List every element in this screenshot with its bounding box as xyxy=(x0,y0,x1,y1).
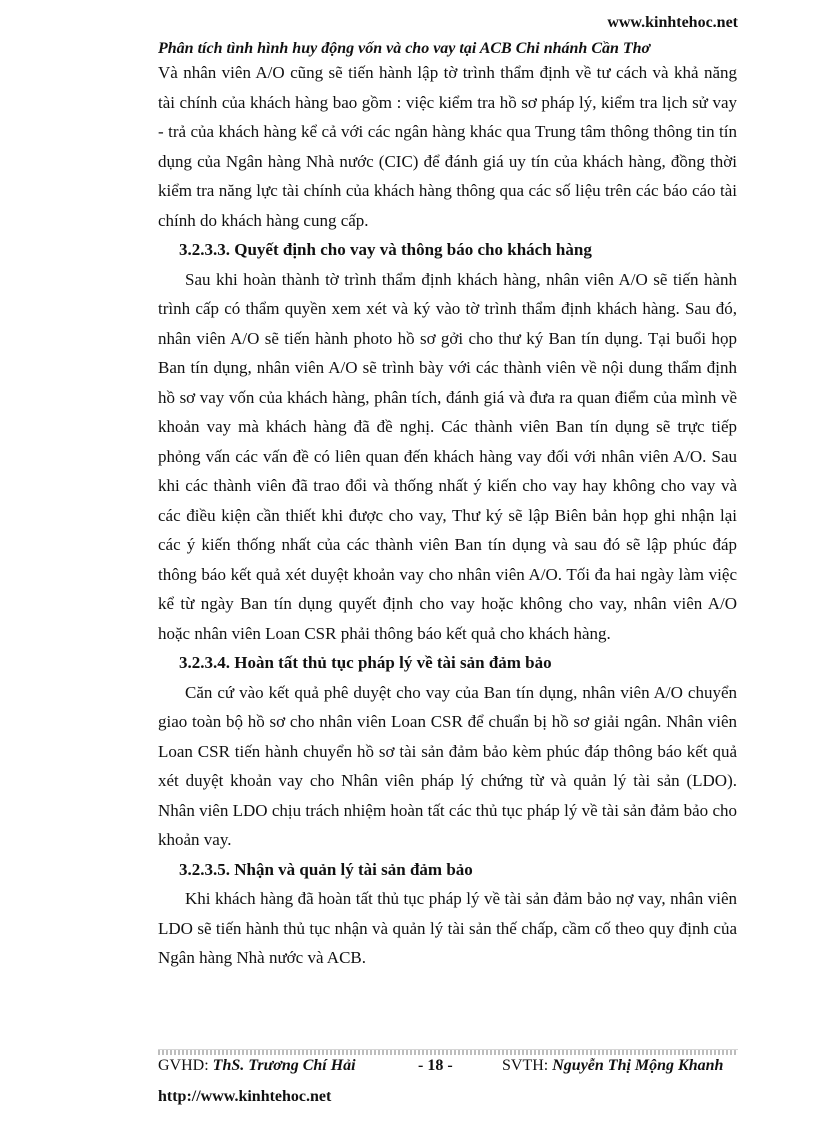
supervisor-label: GVHD: xyxy=(158,1057,213,1074)
footer-site-link[interactable]: http://www.kinhtehoc.net xyxy=(158,1088,332,1105)
section-paragraph: Căn cứ vào kết quả phê duyệt cho vay của Ban tín dụng, nhân viên A/O chuyển giao toàn bộ hồ sơ cho nhân viên Loan CSR để chuẩn bị hồ sơ giải ngân. Nhân viên Loan CSR tiến hành chuyển hồ sơ tài sản đảm bảo kèm phúc đáp thông báo kết quả xét duyệt khoản vay cho Nhân viên pháp lý chứng từ và quản lý tài sản (LDO). Nhân viên LDO chịu trách nhiệm hoàn tất các thủ tục pháp lý về tài sản đảm bảo cho khoản vay. xyxy=(158,682,737,849)
page-body xyxy=(158,58,737,973)
section-heading: 3.2.3.4. Hoàn tất thủ tục pháp lý về tài sản đảm bảo xyxy=(179,653,552,672)
section-heading: 3.2.3.3. Quyết định cho vay và thông báo cho khách hàng xyxy=(179,240,592,259)
page-number: - 18 - xyxy=(418,1057,453,1074)
footer-supervisor xyxy=(158,1057,356,1075)
running-title: Phân tích tình hình huy động vốn và cho vay tại ACB Chi nhánh Cần Thơ xyxy=(158,40,651,57)
student-label: SVTH: xyxy=(502,1057,553,1074)
section-heading: 3.2.3.5. Nhận và quản lý tài sản đảm bảo xyxy=(179,859,473,879)
student-name: Nguyễn Thị Mộng Khanh xyxy=(552,1057,724,1074)
supervisor-name: ThS. Trương Chí Hải xyxy=(212,1057,356,1074)
footer-student xyxy=(502,1057,723,1075)
footer-divider xyxy=(158,1049,738,1055)
intro-paragraph: Và nhân viên A/O cũng sẽ tiến hành lập tờ trình thẩm định về tư cách và khả năng tài chính của khách hàng bao gồm : việc kiểm tra hồ sơ pháp lý, kiểm tra lịch sử vay - trả của khách hàng kể cả với các ngân hàng khác qua Trung tâm thông thông tin tín dụng của Ngân hàng Nhà nước (CIC) để đánh giá uy tín của khách hàng, đồng thời kiểm tra năng lực tài chính của khách hàng thông qua các số liệu trên các báo cáo tài chính do khách hàng cung cấp. xyxy=(158,63,737,230)
section-paragraph: Khi khách hàng đã hoàn tất thủ tục pháp lý về tài sản đảm bảo nợ vay, nhân viên LDO sẽ tiến hành thủ tục nhận và quản lý tài sản thế chấp, cầm cố theo quy định của Ngân hàng Nhà nước và ACB. xyxy=(158,889,737,967)
section-paragraph: Sau khi hoàn thành tờ trình thẩm định khách hàng, nhân viên A/O sẽ tiến hành trình cấp có thẩm quyền xem xét và ký vào tờ trình thẩm định khách hàng. Sau đó, nhân viên A/O sẽ tiến hành photo hồ sơ gởi cho thư ký Ban tín dụng. Tại buổi họp Ban tín dụng, nhân viên A/O sẽ trình bày với các thành viên về nội dung thẩm định hồ sơ vay vốn của khách hàng, phân tích, đánh giá và đưa ra quan điểm của mình về khoản vay mà khách hàng đã đề nghị. Các thành viên Ban tín dụng sẽ trực tiếp phỏng vấn các vấn đề có liên quan đến khách hàng vay đối với nhân viên A/O. Sau khi các thành viên đã trao đổi và thống nhất ý kiến cho vay hay không cho vay và các điều kiện cần thiết khi được cho vay, Thư ký sẽ lập Biên bản họp ghi nhận lại các ý kiến thống nhất của các thành viên Ban tín dụng và sau đó sẽ lập phúc đáp thông báo kết quả xét duyệt khoản vay cho nhân viên A/O. Tối đa hai ngày làm việc kể từ ngày Ban tín dụng quyết định cho vay hoặc không cho vay, nhân viên A/O hoặc nhân viên Loan CSR phải thông báo kết quả cho khách hàng. xyxy=(158,269,737,643)
site-header-link: www.kinhtehoc.net xyxy=(607,14,738,31)
